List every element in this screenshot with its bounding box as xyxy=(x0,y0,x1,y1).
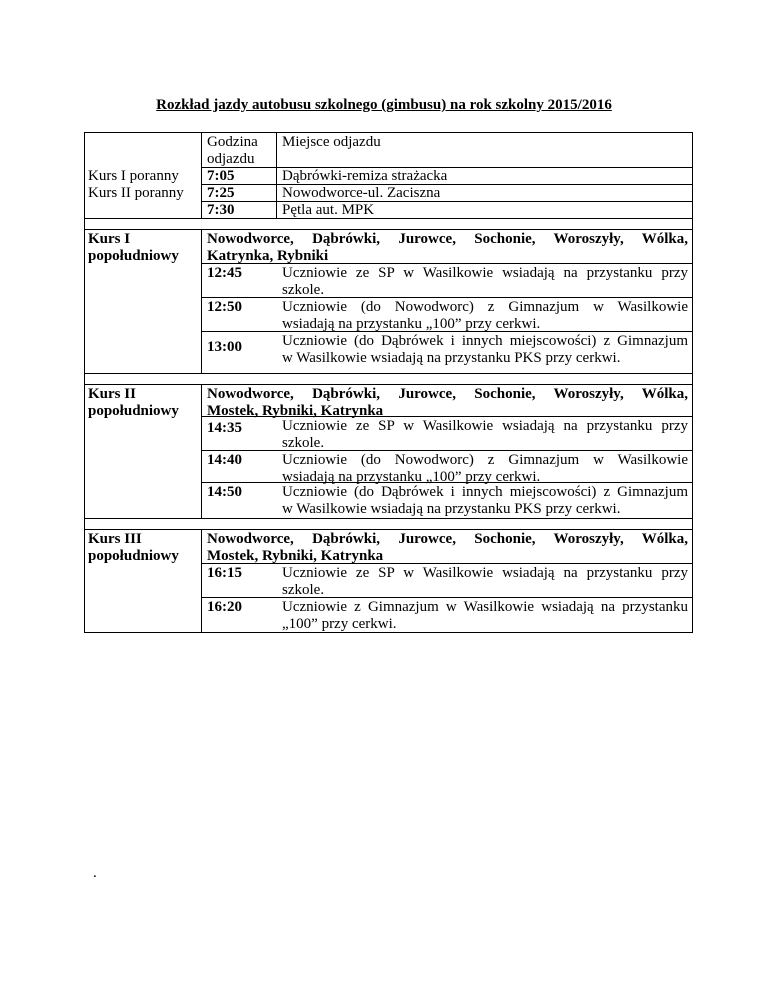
departure-time: 13:00 xyxy=(207,339,242,355)
boarding-note: Uczniowie ze SP w Wasilkowie wsiadają na przystanku przy szkole. xyxy=(282,418,688,451)
boarding-note: Uczniowie ze SP w Wasilkowie wsiadają na przystanku przy szkole. xyxy=(282,565,688,598)
departure-place: Dąbrówki-remiza strażacka xyxy=(282,168,448,184)
route-stops: Nowodworce, Dąbrówki, Jurowce, Sochonie, Woroszyły, Wólka, Mostek, Rybniki, Katrynka xyxy=(207,531,688,564)
departure-time: 7:30 xyxy=(207,202,235,218)
boarding-note: Uczniowie (do Nowodworc) z Gimnazjum w Wasilkowie wsiadają na przystanku „100” przy cerkwi. xyxy=(282,299,688,332)
boarding-note: Uczniowie (do Nowodworc) z Gimnazjum w Wasilkowie wsiadają na przystanku „100” przy cerkwi. xyxy=(282,452,688,485)
route-stops: Nowodworce, Dąbrówki, Jurowce, Sochonie, Woroszyły, Wólka, Katrynka, Rybniki xyxy=(207,231,688,264)
departure-time: 14:40 xyxy=(207,452,242,468)
place-column-header: Miejsce odjazdu xyxy=(282,134,381,150)
course-label: Kurs II poranny xyxy=(88,185,184,201)
departure-time: 12:50 xyxy=(207,299,242,315)
departure-time: 14:35 xyxy=(207,420,242,436)
course-label: Kurs I popołudniowy xyxy=(88,231,179,264)
page-title: Rozkład jazdy autobusu szkolnego (gimbusu) na rok szkolny 2015/2016 xyxy=(156,97,612,113)
boarding-note: Uczniowie ze SP w Wasilkowie wsiadają na przystanku przy szkole. xyxy=(282,265,688,298)
footer-mark: . xyxy=(93,865,97,881)
departure-time: 7:05 xyxy=(207,168,235,184)
course-label: Kurs I poranny xyxy=(88,168,179,184)
boarding-note: Uczniowie (do Dąbrówek i innych miejscowości) z Gimnazjum w Wasilkowie wsiadają na przystanku PKS przy cerkwi. xyxy=(282,484,688,517)
route-stops: Nowodworce, Dąbrówki, Jurowce, Sochonie, Woroszyły, Wólka, Mostek, Rybniki, Katrynka xyxy=(207,386,688,419)
boarding-note: Uczniowie (do Dąbrówek i innych miejscowości) z Gimnazjum w Wasilkowie wsiadają na przystanku PKS przy cerkwi. xyxy=(282,333,688,366)
departure-time: 12:45 xyxy=(207,265,242,281)
departure-place: Nowodworce-ul. Zaciszna xyxy=(282,185,441,201)
boarding-note: Uczniowie z Gimnazjum w Wasilkowie wsiadają na przystanku „100” przy cerkwi. xyxy=(282,599,688,632)
time-column-header: Godzina odjazdu xyxy=(207,134,258,167)
course-label: Kurs II popołudniowy xyxy=(88,386,179,419)
departure-time: 7:25 xyxy=(207,185,235,201)
departure-time: 16:20 xyxy=(207,599,242,615)
departure-time: 14:50 xyxy=(207,484,242,500)
departure-place: Pętla aut. MPK xyxy=(282,202,375,218)
course-label: Kurs III popołudniowy xyxy=(88,531,179,564)
departure-time: 16:15 xyxy=(207,565,242,581)
